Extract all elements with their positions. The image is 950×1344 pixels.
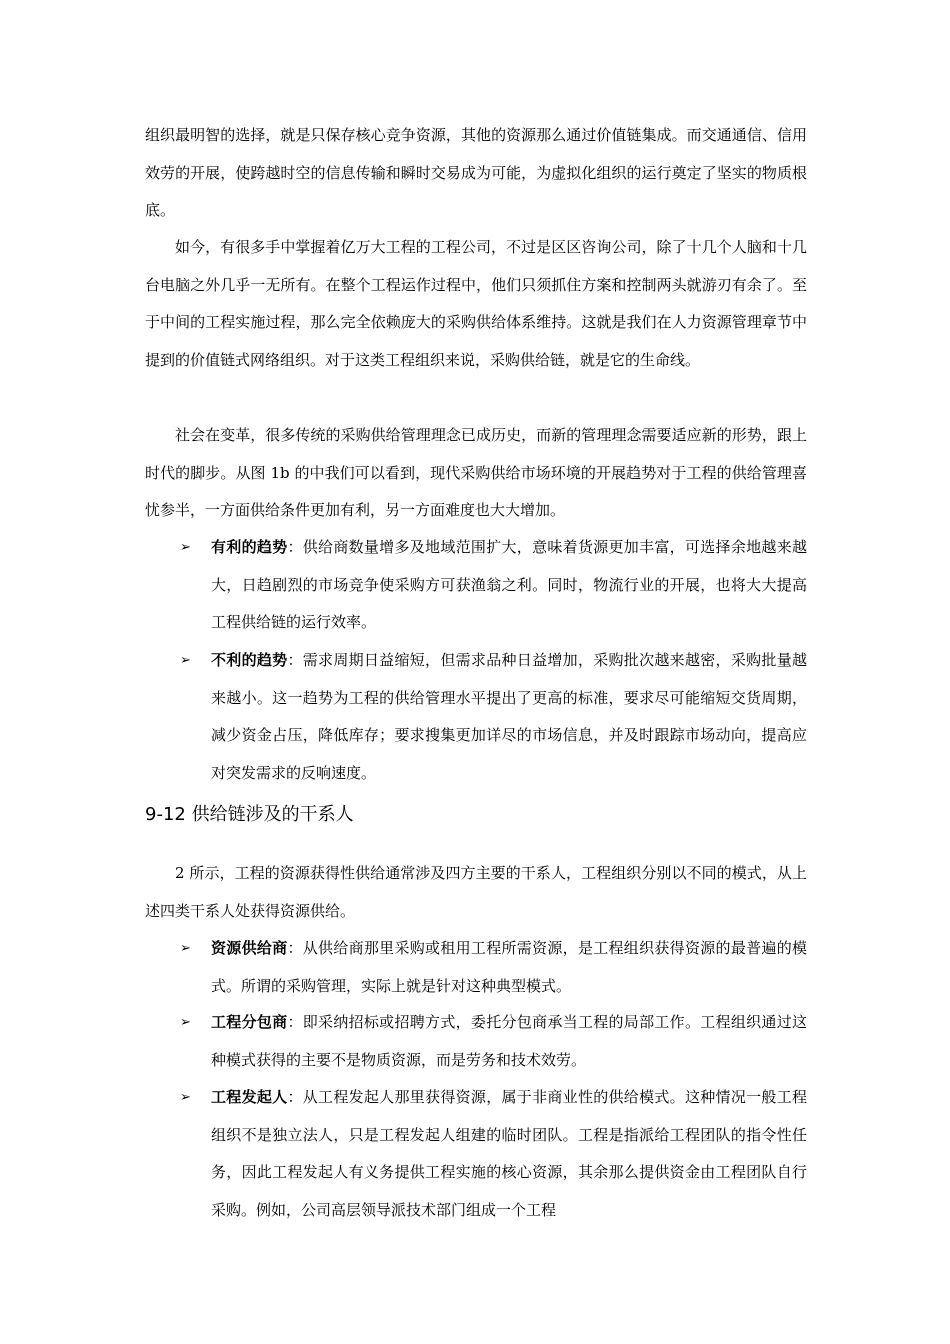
paragraph-value-chain: 组织最明智的选择，就是只保存核心竞争资源，其他的资源那么通过价值链集成。而交通通信、信用效劳的开展，使跨越时空的信息传输和瞬时交易成为可能，为虚拟化组织的运行奠定了坚实的物质根底。 — [145, 126, 807, 219]
list-item-text: ：需求周期日益缩短，但需求品种日益增加，采购批次越来越密，采购批量越来越小。这一趋势为工程的供给管理水平提出了更高的标准，要求尽可能缩短交货周期，减少资金占压，降低库存；要求搜集更加详尽的市场信息，并及时跟踪市场动向，提高应对突发需求的反响速度。 — [211, 651, 807, 782]
paragraph-consulting-companies: 如今，有很多手中掌握着亿万大工程的工程公司，不过是区区咨询公司，除了十几个人脑和十几台电脑之外几乎一无所有。在整个工程运作过程中，他们只须抓住方案和控制两头就游刃有余了。至于中间的工程实施过程，那么完全依赖庞大的采购供给体系维持。这就是我们在人力资源管理章节中提到的价值链式网络组织。对于这类工程组织来说，采购供给链，就是它的生命线。 — [145, 238, 807, 369]
list-item-term: 工程分包商 — [211, 1013, 288, 1031]
list-item-text: ：从供给商那里采购或租用工程所需资源，是工程组织获得资源的最普遍的模式。所谓的采购管理，实际上就是针对这种典型模式。 — [211, 939, 807, 995]
list-item-favorable-trend — [180, 529, 807, 642]
list-item-text: ：即采纳招标或招聘方式，委托分包商承当工程的局部工作。工程组织通过这种模式获得的主要不是物质资源，而是劳务和技术效劳。 — [211, 1013, 807, 1069]
arrow-bullet-icon: ➢ — [180, 1090, 191, 1105]
list-item-text: ：从工程发起人那里获得资源，属于非商业性的供给模式。这种情况一般工程组织不是独立法人，只是工程发起人组建的临时团队。工程是指派给工程团队的指令性任务，因此工程发起人有义务提供工程实施的核心资源，其余那么提供资金由工程团队自行采购。例如，公司高层领导派技术部门组成一个工程 — [211, 1088, 807, 1219]
list-item-resource-supplier — [180, 930, 807, 1005]
list-item-body — [211, 930, 807, 1005]
list-item-term: 有利的趋势 — [211, 538, 288, 556]
arrow-bullet-icon: ➢ — [180, 540, 191, 555]
list-item-body — [211, 1004, 807, 1079]
list-item-term: 工程发起人 — [211, 1088, 288, 1106]
arrow-bullet-icon: ➢ — [180, 941, 191, 956]
list-item-sponsor — [180, 1079, 807, 1229]
arrow-bullet-icon: ➢ — [180, 1015, 191, 1030]
list-item-body — [211, 642, 807, 792]
list-item-body — [211, 1079, 807, 1229]
arrow-bullet-icon: ➢ — [180, 653, 191, 668]
list-item-term: 资源供给商 — [211, 939, 288, 957]
paragraph-stakeholders-intro: 2 所示，工程的资源获得性供给通常涉及四方主要的干系人，工程组织分别以不同的模式，从上述四类干系人处获得资源供给。 — [145, 864, 807, 920]
list-item-body — [211, 529, 807, 642]
section-heading: 9-12 供给链涉及的干系人 — [145, 804, 354, 825]
list-item-text: ：供给商数量增多及地域范围扩大，意味着货源更加丰富，可选择余地越来越大，日趋剧烈的市场竞争使采购方可获渔翁之利。同时，物流行业的开展，也将大大提高工程供给链的运行效率。 — [211, 538, 807, 631]
paragraph-social-change: 社会在变革，很多传统的采购供给管理理念已成历史，而新的管理理念需要适应新的形势，跟上时代的脚步。从图 1b 的中我们可以看到，现代采购供给市场环境的开展趋势对于工程的供给管理喜忧参半，一方面供给条件更加有利，另一方面难度也大大增加。 — [145, 426, 807, 519]
list-item-term: 不利的趋势 — [211, 651, 288, 669]
list-item-subcontractor — [180, 1004, 807, 1079]
list-item-unfavorable-trend — [180, 642, 807, 792]
